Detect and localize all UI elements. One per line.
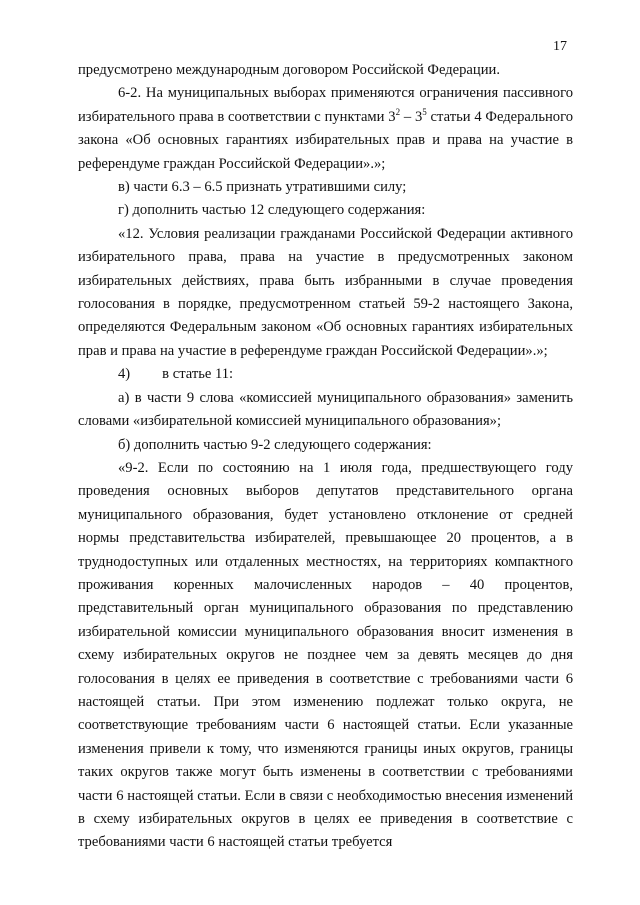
paragraph-a: а) в части 9 слова «комиссией муниципального образования» заменить словами «избирательной комиссией муниципального образования»; bbox=[78, 389, 573, 430]
paragraph-g: г) дополнить частью 12 следующего содержания: bbox=[118, 202, 426, 219]
paragraph-6-2-text-c: статьи 4 Федерального закона «Об основных гарантиях избирательных прав и права на участие в референдуме граждан Российской Федерации».»; bbox=[78, 108, 574, 172]
paragraph-6-2-text-a: 6-2. На муниципальных выборах применяются ограничения пассивного избирательного права в соответствии с пунктами 3 bbox=[78, 85, 573, 125]
paragraph-9-2: «9-2. Если по состоянию на 1 июля года, предшествующего году проведения основных выборов депутатов представительного органа муниципального образования, будет установлено отклонение от средней нормы представительства избирателей, превышающее 20 процентов, а в труднодоступных или отдаленных местностях, на территориях компактного проживания коренных малочисленных народов – 40 процентов, представительный орган муниципального образования по представлению избирательной комиссии муниципального образования вносит изменения в схему избирательных округов не позднее чем за девять месяцев до дня голосования в целях ее приведения в соответствие с требованиями части 6 настоящей статьи. При этом изменению подлежат только округа, не соответствующие требованиям части 6 настоящей статьи. Если указанные изменения привели к тому, что изменяются границы иных округов, границы таких округов также могут быть изменены в соответствии с требованиями части 6 настоящей статьи. Если в связи с необходимостью внесения изменений в схему избирательных округов в целях ее приведения в соответствие с требованиями части 6 настоящей статьи требуется bbox=[78, 459, 573, 851]
document-body bbox=[78, 59, 573, 855]
paragraph-v: в) части 6.3 – 6.5 признать утратившими силу; bbox=[118, 179, 407, 196]
paragraph-12: «12. Условия реализации гражданами Российской Федерации активного избирательного права, права на участие в предусмотренных законом избирательных действиях, права быть избранными в случае проведения голосования в порядке, предусмотренном статьей 59-2 настоящего Закона, определяются Федеральным законом «Об основных гарантиях избирательных прав и права на участие в референдуме граждан Российской Федерации».»; bbox=[78, 225, 573, 359]
paragraph-6-2-text-b: – 3 bbox=[400, 108, 423, 125]
paragraph-b: б) дополнить частью 9-2 следующего содержания: bbox=[118, 436, 432, 453]
item-number: 4) bbox=[118, 366, 131, 383]
paragraph-6-2 bbox=[78, 82, 573, 176]
paragraph-continuation: предусмотрено международным договором Российской Федерации. bbox=[78, 62, 500, 78]
page-number: 17 bbox=[553, 39, 567, 54]
superscript-2: 2 bbox=[395, 106, 401, 117]
paragraph-item-4 bbox=[78, 363, 573, 386]
item-text: в статье 11: bbox=[162, 366, 234, 383]
superscript-5: 5 bbox=[422, 106, 427, 117]
